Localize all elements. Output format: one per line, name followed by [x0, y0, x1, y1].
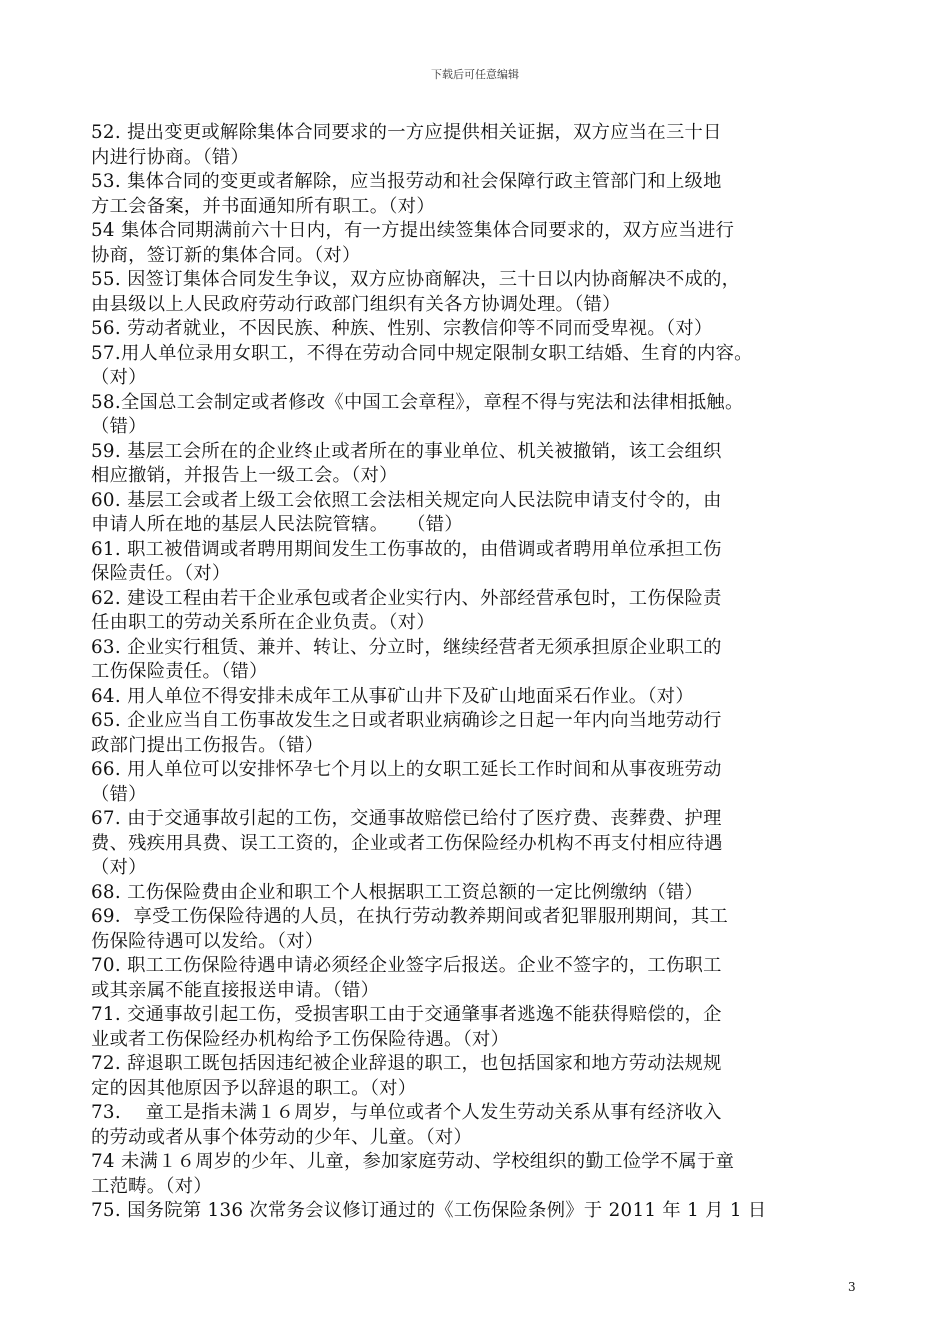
text-line: 74 未满１６周岁的少年、儿童，参加家庭劳动、学校组织的勤工俭学不属于童 [91, 1151, 735, 1172]
document-body [91, 121, 881, 1224]
text-line: 61. 职工被借调或者聘用期间发生工伤事故的，由借调或者聘用单位承担工伤 [91, 538, 722, 560]
text-line: 伤保险待遇可以发给。（对） [91, 930, 324, 952]
text-line: 68. 工伤保险费由企业和职工个人根据职工工资总额的一定比例缴纳（错） [91, 881, 704, 903]
text-line: 62. 建设工程由若干企业承包或者企业实行内、外部经营承包时，工伤保险责 [91, 587, 722, 609]
text-line: 由县级以上人民政府劳动行政部门组织有关各方协调处理。（错） [91, 293, 621, 315]
text-line: 方工会备案，并书面通知所有职工。（对） [91, 195, 435, 217]
page-number: 3 [848, 1280, 856, 1294]
page-header: 下载后可任意编辑 [431, 68, 519, 81]
text-line: 52. 提出变更或解除集体合同要求的一方应提供相关证据，双方应当在三十日 [91, 122, 722, 143]
text-line: （错） [91, 783, 147, 805]
text-line: 政部门提出工伤报告。（错） [91, 734, 324, 756]
text-line: 内进行协商。（错） [91, 146, 250, 168]
text-line: 的劳动或者从事个体劳动的少年、儿童。（对） [91, 1126, 473, 1148]
text-line: 保险责任。（对） [91, 563, 231, 584]
text-line: 75. 国务院第 136 次常务会议修订通过的《工伤保险条例》于 2011 年 1 月 1 日 [91, 1200, 767, 1221]
text-line: 59. 基层工会所在的企业终止或者所在的事业单位、机关被撤销，该工会组织 [91, 440, 722, 462]
text-line: 60. 基层工会或者上级工会依照工会法相关规定向人民法院申请支付令的，由 [91, 489, 722, 511]
text-line: 69．享受工伤保险待遇的人员，在执行劳动教养期间或者犯罪服刑期间，其工 [91, 906, 729, 927]
text-line: 73. 童工是指未满１６周岁，与单位或者个人发生劳动关系从事有经济收入 [91, 1102, 722, 1123]
text-line: 协商，签订新的集体合同。（对） [91, 244, 361, 266]
text-line: 业或者工伤保险经办机构给予工伤保险待遇。（对） [91, 1028, 510, 1050]
text-line: 任由职工的劳动关系所在企业负责。（对） [91, 612, 435, 633]
text-line: 或其亲属不能直接报送申请。（错） [91, 979, 380, 1001]
text-line: 67. 由于交通事故引起的工伤，交通事故赔偿已给付了医疗费、丧葬费、护理 [91, 808, 722, 829]
text-line: （错） [91, 416, 147, 437]
text-line: 相应撤销，并报告上一级工会。（对） [91, 465, 398, 486]
text-line: 65. 企业应当自工伤事故发生之日或者职业病确诊之日起一年内向当地劳动行 [91, 710, 722, 731]
text-line: 71. 交通事故引起工伤，受损害职工由于交通肇事者逃逸不能获得赔偿的，企 [91, 1004, 722, 1025]
text-line: 55. 因签订集体合同发生争议，双方应协商解决，三十日以内协商解决不成的， [91, 269, 741, 290]
text-line: 64. 用人单位不得安排未成年工从事矿山井下及矿山地面采石作业。（对） [91, 685, 694, 707]
text-line: 66. 用人单位可以安排怀孕七个月以上的女职工延长工作时间和从事夜班劳动 [91, 759, 722, 780]
text-line: 70. 职工工伤保险待遇申请必须经企业签字后报送。企业不签字的，工伤职工 [91, 955, 722, 976]
text-line: 申请人所在地的基层人民法院管辖。 （错） [91, 514, 463, 535]
text-line: 工伤保险责任。（错） [91, 661, 268, 682]
text-line: 定的因其他原因予以辞退的职工。（对） [91, 1077, 417, 1099]
text-line: 63. 企业实行租赁、兼并、转让、分立时，继续经营者无须承担原企业职工的 [91, 636, 722, 658]
text-line: 58.全国总工会制定或者修改《中国工会章程》，章程不得与宪法和法律相抵触。 [91, 391, 744, 413]
text-line: 54 集体合同期满前六十日内，有一方提出续签集体合同要求的，双方应当进行 [91, 220, 735, 241]
text-line: 57.用人单位录用女职工，不得在劳动合同中规定限制女职工结婚、生育的内容。 [91, 342, 753, 364]
text-line: 72. 辞退职工既包括因违纪被企业辞退的职工，也包括国家和地方劳动法规规 [91, 1053, 722, 1074]
text-line: 工范畴。（对） [91, 1175, 212, 1197]
text-line: （对） [91, 367, 147, 388]
text-line: 53. 集体合同的变更或者解除，应当报劳动和社会保障行政主管部门和上级地 [91, 171, 722, 192]
text-line: 费、残疾用具费、误工工资的，企业或者工伤保险经办机构不再支付相应待遇 [91, 832, 723, 854]
text-line: 56. 劳动者就业，不因民族、种族、性别、宗教信仰等不同而受卑视。（对） [91, 318, 713, 339]
text-line: （对） [91, 857, 147, 878]
